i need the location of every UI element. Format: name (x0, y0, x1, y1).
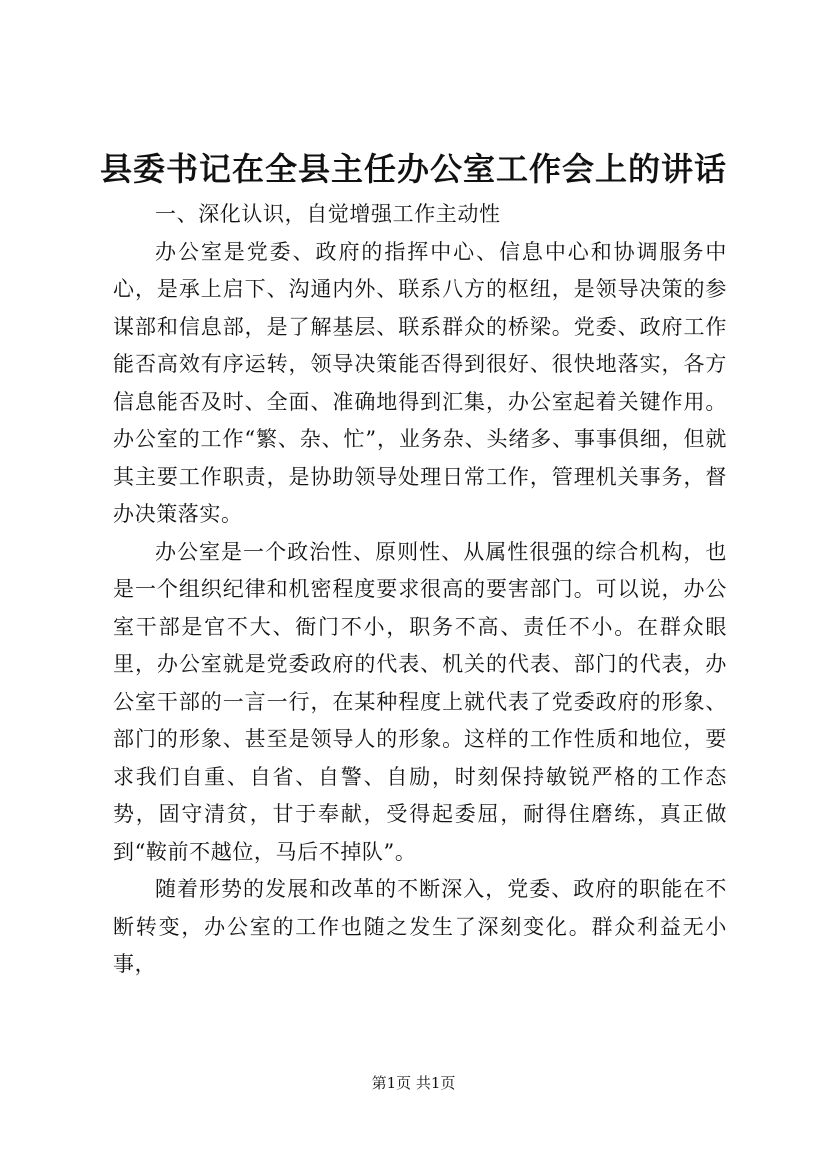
paragraph: 办公室是一个政治性、原则性、从属性很强的综合机构，也是一个组织纪律和机密程度要求很高的要害部门。可以说，办公室干部是官不大、衙门不小，职务不高、责任不小。在群众眼里，办公室就是党委政府的代表、机关的代表、部门的代表，办公室干部的一言一行，在某种程度上就代表了党委政府的形象、部门的形象、甚至是领导人的形象。这样的工作性质和地位，要求我们自重、自省、自警、自励，时刻保持敏锐严格的工作态势，固守清贫，甘于奉献，受得起委屈，耐得住磨练，真正做到“鞍前不越位，马后不掉队”。 (113, 539, 727, 864)
paragraph: 随着形势的发展和改革的不断深入，党委、政府的职能在不断转变，办公室的工作也随之发生了深刻变化。群众利益无小事， (113, 877, 727, 976)
page-number-footer: 第1页 共1页 (371, 1074, 456, 1092)
document-body (113, 196, 727, 984)
document-title: 县委书记在全县主任办公室工作会上的讲话 (99, 150, 727, 188)
paragraph: 办公室是党委、政府的指挥中心、信息中心和协调服务中心，是承上启下、沟通内外、联系八方的枢纽，是领导决策的参谋部和信息部，是了解基层、联系群众的桥梁。党委、政府工作能否高效有序运转，领导决策能否得到很好、很快地落实，各方信息能否及时、全面、准确地得到汇集，办公室起着关键作用。办公室的工作“繁、杂、忙”，业务杂、头绪多、事事俱细，但就其主要工作职责，是协助领导处理日常工作，管理机关事务，督办决策落实。 (113, 239, 727, 526)
section-heading: 一、深化认识，自觉增强工作主动性 (155, 202, 501, 226)
